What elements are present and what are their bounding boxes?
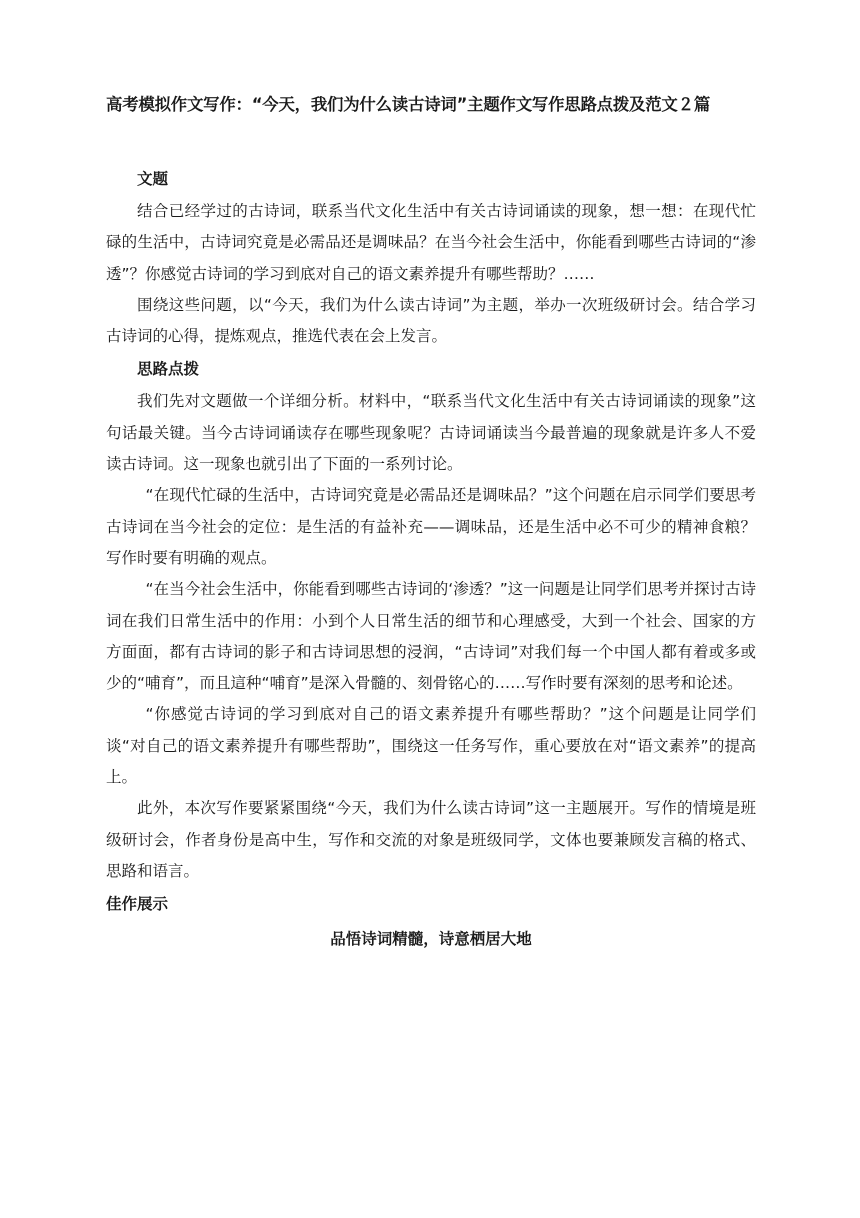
document-body (106, 162, 756, 957)
prompt-paragraph: 结合已经学过的古诗词，联系当代文化生活中有关古诗词诵读的现象，想一想：在现代忙碌的生活中，古诗词究竟是必需品还是调味品？在当今社会生活中，你能看到哪些古诗词的“渗透”？你感觉古诗词的学习到底对自己的语文素养提升有哪些帮助？…… (106, 202, 756, 283)
section-heading-prompt: 文题 (137, 170, 169, 188)
essay-title: 品悟诗词精髓，诗意栖居大地 (330, 930, 532, 949)
guidance-paragraph: “在当今社会生活中，你能看到哪些古诗词的‘渗透？”这一问题是让同学们思考并探讨古诗词在我们日常生活中的作用：小到个人日常生活的细节和心理感受，大到一个社会、国家的方方面面，都有古诗词的影子和古诗词思想的浸润，“古诗词”对我们每一个中国人都有着或多或少的“哺育”，而且這种“哺育”是深入骨髓的、刻骨铭心的……写作时要有深刻的思考和论述。 (106, 580, 756, 693)
guidance-paragraph: “你感觉古诗词的学习到底对自己的语文素养提升有哪些帮助？”这个问题是让同学们谈“对自己的语文素养提升有哪些帮助”，围绕这一任务写作，重心要放在对“语文素养”的提高上。 (106, 705, 756, 787)
guidance-paragraph: “在现代忙碌的生活中，古诗词究竟是必需品还是调味品？”这个问题在启示同学们要思考古诗词在当今社会的定位：是生活的有益补充——调味品，还是生活中必不可少的精神食粮？写作时要有明确的观点。 (106, 486, 756, 567)
section-heading-showcase: 佳作展示 (106, 895, 169, 914)
guidance-paragraph: 此外，本次写作要紧紧围绕“今天，我们为什么读古诗词”这一主题展开。写作的情境是班级研讨会，作者身份是高中生，写作和交流的对象是班级同学，文体也要兼顾发言稿的格式、思路和语言。 (106, 799, 756, 880)
prompt-paragraph: 围绕这些问题，以“今天，我们为什么读古诗词”为主题，举办一次班级研讨会。结合学习古诗词的心得，提炼观点，推选代表在会上发言。 (106, 295, 756, 346)
guidance-paragraph: 我们先对文题做一个详细分析。材料中，“联系当代文化生活中有关古诗词诵读的现象”这句话最关键。当今古诗词诵读存在哪些现象呢？古诗词诵读当今最普遍的现象就是许多人不爱读古诗词。这一现象也就引出了下面的一系列讨论。 (106, 392, 756, 474)
section-heading-guidance: 思路点拨 (137, 360, 200, 379)
document-title: 高考模拟作文写作：“今天，我们为什么读古诗词”主题作文写作思路点拨及范文２篇 (106, 95, 711, 114)
